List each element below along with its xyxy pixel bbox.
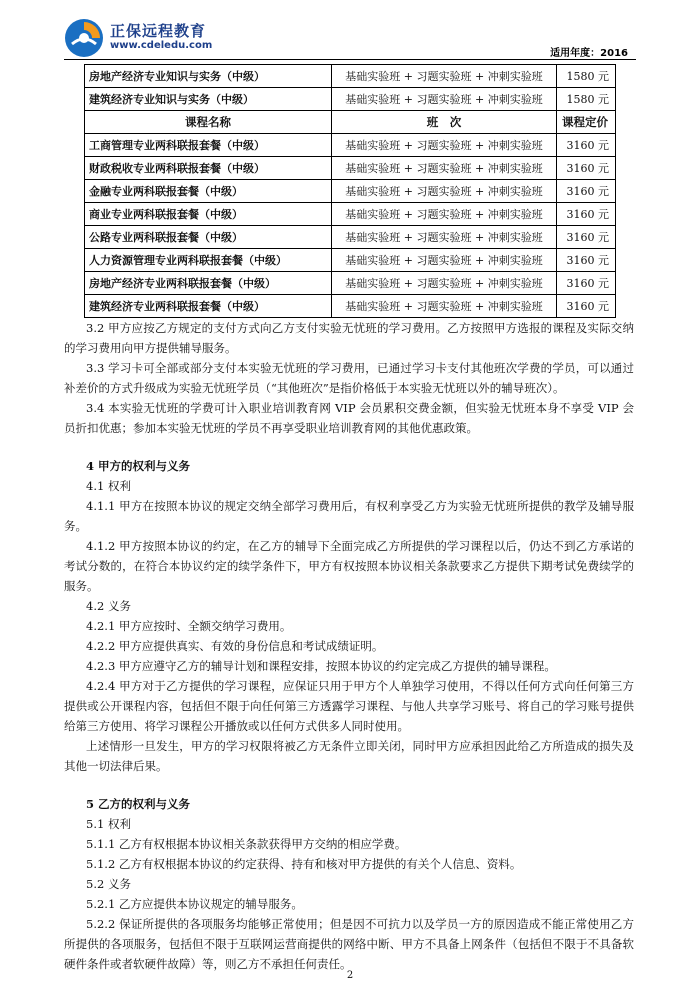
course-name-cell: 公路专业两科联报套餐（中级） [85, 226, 332, 249]
class-type-cell: 基础实验班 + 习题实验班 + 冲刺实验班 [332, 249, 557, 272]
course-name-cell: 房地产经济专业知识与实务（中级） [85, 65, 332, 88]
class-type-cell: 基础实验班 + 习题实验班 + 冲刺实验班 [332, 226, 557, 249]
price-cell: 3160 元 [557, 226, 616, 249]
price-cell: 3160 元 [557, 249, 616, 272]
clause-3-4: 3.4 本实验无忧班的学费可计入职业培训教育网 VIP 会员累积交费金额，但实验无忧班本身不享受 VIP 会员折扣优惠；参加本实验无忧班的学员不再享受职业培训教育网的其他优惠政策。 [64, 401, 634, 435]
price-cell: 3160 元 [557, 295, 616, 318]
clause-4-1-1: 4.1.1 甲方在按照本协议的规定交纳全部学习费用后，有权利享受乙方为实验无忧班所提供的教学及辅导服务。 [64, 499, 634, 533]
table-row [85, 295, 616, 318]
clause-4-1-2: 4.1.2 甲方按照本协议的约定，在乙方的辅导下全面完成乙方所提供的学习课程以后，仍达不到乙方承诺的考试分数的，在符合本协议约定的续学条件下，甲方有权按照本协议相关条款要求乙方提供下期考试免费续学的服务。 [64, 539, 634, 593]
clause-5-1-2: 5.1.2 乙方有权根据本协议的约定获得、持有和核对甲方提供的有关个人信息、资料。 [86, 857, 522, 871]
table-row [85, 226, 616, 249]
class-type-cell: 基础实验班 + 习题实验班 + 冲刺实验班 [332, 203, 557, 226]
clause-5-1-1: 5.1.1 乙方有权根据本协议相关条款获得甲方交纳的相应学费。 [86, 837, 407, 851]
class-type-cell: 基础实验班 + 习题实验班 + 冲刺实验班 [332, 65, 557, 88]
course-name-cell: 商业专业两科联报套餐（中级） [85, 203, 332, 226]
header-divider [64, 59, 636, 60]
price-cell: 1580 元 [557, 65, 616, 88]
clause-4-2-4: 4.2.4 甲方对于乙方提供的学习课程，应保证只用于甲方个人单独学习使用，不得以任何方式向任何第三方提供或公开课程内容，包括但不限于向任何第三方透露学习课程、与他人共享学习账号、将自己的学习账号提供给第三方使用、将学习课程公开播放或以任何方式供多人同时使用。 [64, 679, 634, 733]
section-4-heading: 4 甲方的权利与义务 [86, 459, 191, 473]
course-name-cell: 建筑经济专业两科联报套餐（中级） [85, 295, 332, 318]
clause-3-2: 3.2 甲方应按乙方规定的支付方式向乙方支付实验无忧班的学习费用。乙方按照甲方选报的课程及实际交纳的学习费用向甲方提供辅导服务。 [64, 321, 634, 355]
table-row [85, 203, 616, 226]
class-type-cell: 基础实验班 + 习题实验班 + 冲刺实验班 [332, 272, 557, 295]
class-type-cell: 基础实验班 + 习题实验班 + 冲刺实验班 [332, 88, 557, 111]
clause-4-2-2: 4.2.2 甲方应提供真实、有效的身份信息和考试成绩证明。 [86, 639, 384, 653]
table-header-row [85, 111, 616, 134]
table-row [85, 134, 616, 157]
course-name-cell: 房地产经济专业两科联报套餐（中级） [85, 272, 332, 295]
cdel-logo-icon [64, 18, 104, 58]
price-cell: 3160 元 [557, 272, 616, 295]
clause-5-2-2: 5.2.2 保证所提供的各项服务均能够正常使用；但是因不可抗力以及学员一方的原因造成不能正常使用乙方所提供的各项服务，包括但不限于互联网运营商提供的网络中断、甲方不具备上网条件（包括但不限于不具备软硬件条件或者软硬件故障）等，则乙方不承担任何责任。 [64, 917, 634, 971]
clause-5-2: 5.2 义务 [86, 877, 131, 891]
clause-4-2: 4.2 义务 [86, 599, 131, 613]
course-name-cell: 财政税收专业两科联报套餐（中级） [85, 157, 332, 180]
table-row [85, 180, 616, 203]
page-number: 2 [346, 970, 354, 981]
clause-5-1: 5.1 权利 [86, 817, 131, 831]
brand-name: 正保远程教育 [110, 22, 207, 40]
clause-4-2-3: 4.2.3 甲方应遵守乙方的辅导计划和课程安排，按照本协议的约定完成乙方提供的辅导课程。 [86, 659, 556, 673]
class-type-cell: 基础实验班 + 习题实验班 + 冲刺实验班 [332, 295, 557, 318]
document-body [64, 64, 634, 974]
course-name-cell: 课程名称 [85, 111, 332, 134]
price-cell: 3160 元 [557, 180, 616, 203]
price-cell: 课程定价 [557, 111, 616, 134]
table-row [85, 65, 616, 88]
price-cell: 3160 元 [557, 203, 616, 226]
class-type-cell: 基础实验班 + 习题实验班 + 冲刺实验班 [332, 180, 557, 203]
price-cell: 3160 元 [557, 134, 616, 157]
course-name-cell: 工商管理专业两科联报套餐（中级） [85, 134, 332, 157]
table-row [85, 272, 616, 295]
site-url: www.cdeledu.com [110, 40, 213, 51]
clause-4-2-1: 4.2.1 甲方应按时、全额交纳学习费用。 [86, 619, 292, 633]
course-price-table [84, 64, 616, 318]
class-type-cell: 基础实验班 + 习题实验班 + 冲刺实验班 [332, 134, 557, 157]
clause-4-tail: 上述情形一旦发生，甲方的学习权限将被乙方无条件立即关闭，同时甲方应承担因此给乙方所造成的损失及其他一切法律后果。 [64, 739, 634, 773]
section-5-heading: 5 乙方的权利与义务 [86, 797, 191, 811]
course-name-cell: 建筑经济专业知识与实务（中级） [85, 88, 332, 111]
clause-3-3: 3.3 学习卡可全部或部分支付本实验无忧班的学习费用，已通过学习卡支付其他班次学费的学员，可以通过补差价的方式升级成为实验无忧班学员（“其他班次”是指价格低于本实验无忧班以外的辅导班次）。 [64, 361, 634, 395]
price-cell: 1580 元 [557, 88, 616, 111]
page-header [0, 0, 700, 70]
clause-4-1: 4.1 权利 [86, 479, 131, 493]
table-row [85, 88, 616, 111]
table-row [85, 157, 616, 180]
table-row [85, 249, 616, 272]
applicable-year: 适用年度：2016 [550, 48, 628, 59]
clause-5-2-1: 5.2.1 乙方应提供本协议规定的辅导服务。 [86, 897, 303, 911]
price-cell: 3160 元 [557, 157, 616, 180]
course-name-cell: 人力资源管理专业两科联报套餐（中级） [85, 249, 332, 272]
course-name-cell: 金融专业两科联报套餐（中级） [85, 180, 332, 203]
class-type-cell: 班 次 [332, 111, 557, 134]
class-type-cell: 基础实验班 + 习题实验班 + 冲刺实验班 [332, 157, 557, 180]
